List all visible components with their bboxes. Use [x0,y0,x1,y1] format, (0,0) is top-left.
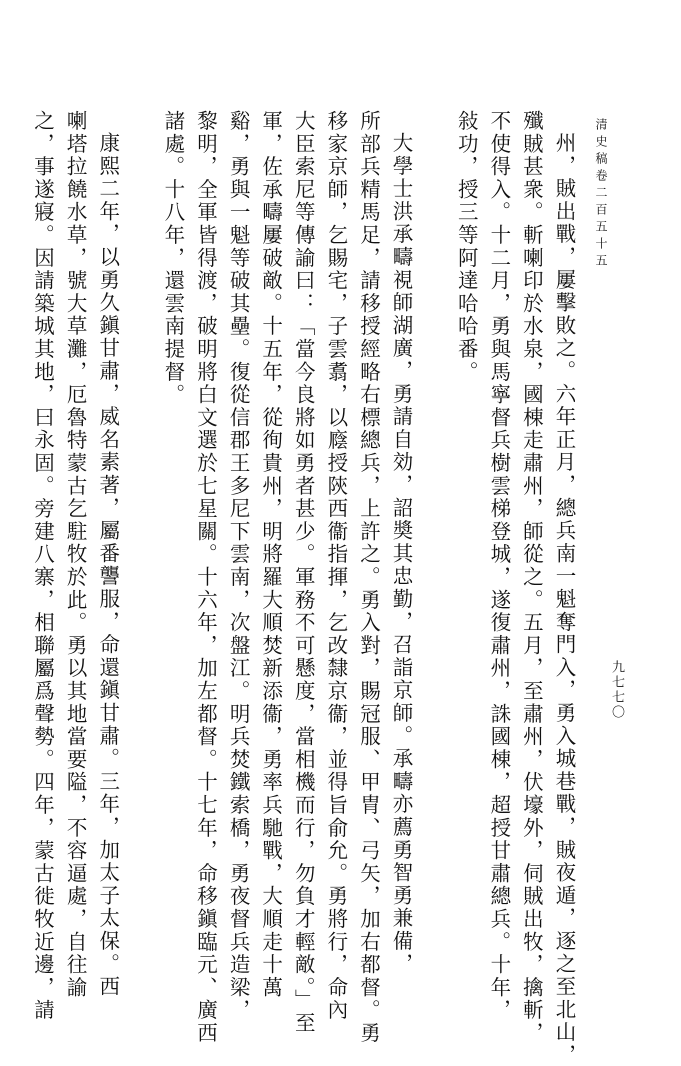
text-column: 大臣索尼等傳諭曰：「當今良將如勇者甚少。軍務不可懸度，當相機而行，勿負才輕敵。」至 [291,110,316,1035]
text-column: 不使得入。十二月，勇與馬寧督兵樹雲梯登城，遂復肅州，誅國棟，超授甘肅總兵。十年， [486,110,511,1022]
text-column: 谿，勇與一魁等破其壘。復從信郡王多尼下雲南，次盤江。明兵焚鐵索橋，勇夜督兵造梁， [226,110,251,1022]
text-column: 諸處。十八年，還雲南提督。 [160,110,185,407]
text-column: 州，賊出戰，屢擊敗之。六年正月，總兵南一魁奪門入，勇入城巷戰，賊夜遁，逐之至北山， [552,131,576,1066]
text-column: 喇塔拉饒水草，號大草灘，厄魯特蒙古乞駐牧於此。勇以其地當要隘，不容逼處，自往諭 [63,110,88,1000]
text-column: 大學士洪承疇視師湖廣，勇請自効，詔奬其忠勤，召詣京師。承疇亦薦勇智勇兼備， [389,131,414,976]
text-block [26,110,580,1066]
page-number: 九七七〇 [609,660,624,720]
text-column: 所部兵精馬足，請移授經略右標總兵，上許之。勇入對，賜冠服、甲胄、弓矢，加右都督。勇 [356,110,381,1045]
text-column: 移家京師，乞賜宅，子雲翥，以廕授陝西衞指揮，乞改隸京衞，並得旨俞允。勇將行，命內 [323,110,348,1022]
text-column: 康熙二年，以勇久鎭甘肅，威名素著，屬番讋服，命還鎭甘肅。三年，加太子太保。西 [95,131,120,998]
running-header: 清史稿卷二百五十五 [594,118,608,271]
text-column: 敍功，授三等阿達哈哈番。 [454,110,479,384]
main-text-body [30,110,580,1066]
text-column: 軍，佐承疇屢破敵。十五年，從徇貴州，明將羅大順焚新添衞，勇率兵馳戰，大順走十萬 [258,110,283,1000]
text-column: 黎明，全軍皆得渡，破明將白文選於七星關。十六年，加左都督。十七年，命移鎭臨元、廣西 [193,110,218,1045]
text-column: 之，事遂寢。因請築城其地，曰永固。旁建八寨，相聯屬爲聲勢。四年，蒙古徙牧近邊，請 [30,110,55,1022]
text-column: 殲賊甚衆。斬喇印於水泉，國棟走肅州，師從之。五月，至肅州，伏壕外，伺賊出牧，擒斬， [519,110,544,1045]
